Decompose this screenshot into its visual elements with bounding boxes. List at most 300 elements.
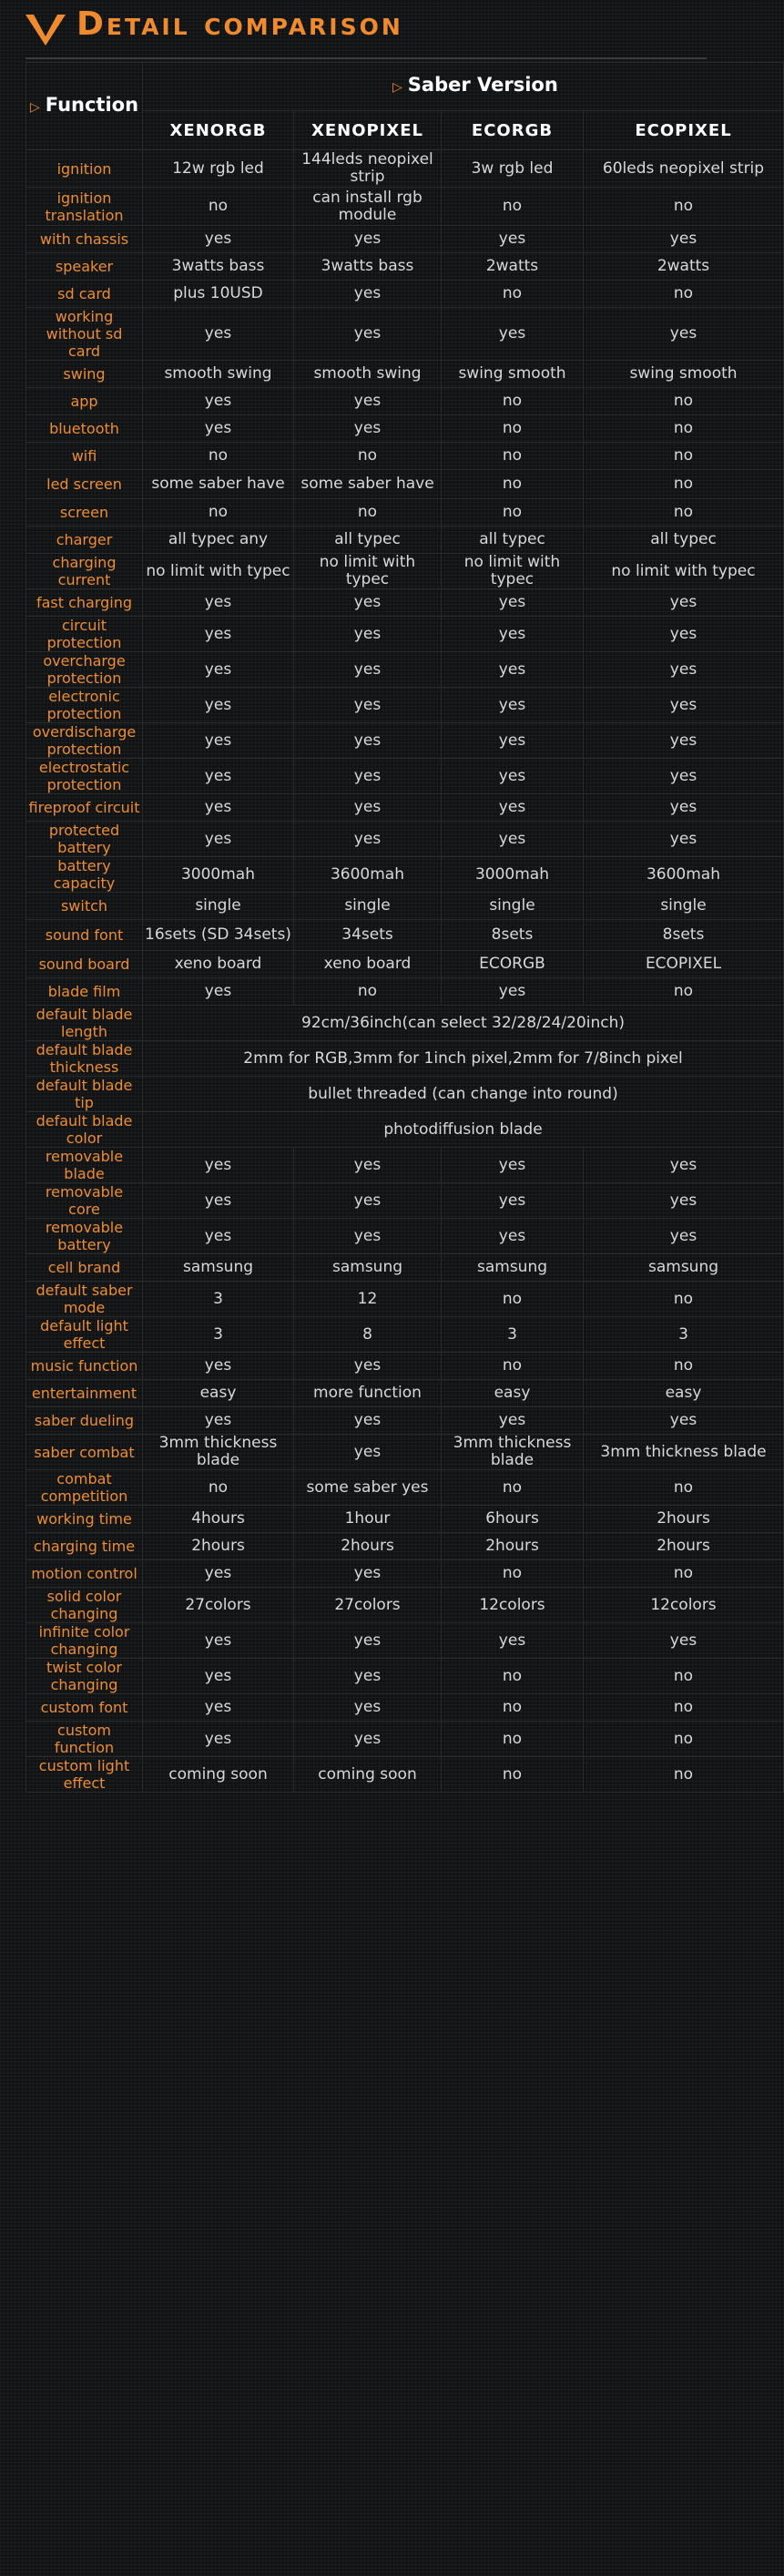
value-cell: yes: [294, 226, 442, 253]
value-cell: yes: [143, 1694, 294, 1722]
table-row: [26, 1470, 784, 1506]
table-row: [26, 1148, 784, 1183]
value-cell: yes: [584, 1219, 784, 1254]
column-header: XENOPIXEL: [294, 111, 442, 150]
value-cell: no: [442, 1694, 584, 1722]
value-cell: yes: [143, 388, 294, 415]
value-cell: yes: [143, 794, 294, 822]
table-row: [26, 1317, 784, 1353]
feature-label: default saber mode: [26, 1282, 143, 1317]
merged-value-cell: bullet threaded (can change into round): [143, 1077, 784, 1112]
value-cell: samsung: [294, 1254, 442, 1282]
value-cell: no: [442, 1757, 584, 1793]
table-row: [26, 388, 784, 415]
value-cell: no: [143, 443, 294, 470]
value-cell: yes: [442, 794, 584, 822]
feature-label: default blade color: [26, 1112, 143, 1148]
value-cell: 2hours: [584, 1533, 784, 1560]
value-cell: yes: [294, 1659, 442, 1694]
value-cell: yes: [294, 308, 442, 361]
value-cell: 2hours: [294, 1533, 442, 1560]
feature-label: battery capacity: [26, 857, 143, 893]
table-row: [26, 1757, 784, 1793]
function-header: [26, 63, 143, 150]
feature-label: motion control: [26, 1560, 143, 1588]
value-cell: 3600mah: [584, 857, 784, 893]
value-cell: yes: [584, 1623, 784, 1659]
value-cell: 3mm thickness blade: [442, 1435, 584, 1470]
value-cell: samsung: [143, 1254, 294, 1282]
value-cell: yes: [294, 281, 442, 308]
value-cell: yes: [294, 1219, 442, 1254]
feature-label: sound font: [26, 920, 143, 951]
feature-label: twist color changing: [26, 1659, 143, 1694]
value-cell: yes: [442, 1623, 584, 1659]
value-cell: yes: [143, 1407, 294, 1435]
value-cell: 2hours: [143, 1533, 294, 1560]
table-row: [26, 554, 784, 589]
value-cell: smooth swing: [143, 361, 294, 388]
value-cell: yes: [584, 652, 784, 688]
feature-label: removable battery: [26, 1219, 143, 1254]
value-cell: yes: [294, 1560, 442, 1588]
value-cell: yes: [584, 1148, 784, 1183]
value-cell: no: [584, 1757, 784, 1793]
feature-label: bluetooth: [26, 415, 143, 443]
value-cell: 144leds neopixel strip: [294, 150, 442, 188]
value-cell: can install rgb module: [294, 188, 442, 226]
value-cell: yes: [143, 1219, 294, 1254]
value-cell: yes: [442, 308, 584, 361]
table-row: [26, 822, 784, 857]
value-cell: yes: [294, 388, 442, 415]
value-cell: swing smooth: [584, 361, 784, 388]
value-cell: no: [584, 388, 784, 415]
value-cell: yes: [143, 978, 294, 1006]
value-cell: yes: [294, 589, 442, 617]
value-cell: yes: [584, 617, 784, 652]
value-cell: yes: [294, 1435, 442, 1470]
value-cell: no: [584, 281, 784, 308]
value-cell: 2hours: [584, 1506, 784, 1533]
value-cell: yes: [442, 589, 584, 617]
table-row: [26, 1041, 784, 1077]
value-cell: 12w rgb led: [143, 150, 294, 188]
comparison-table-body: [26, 150, 784, 1793]
feature-label: wifi: [26, 443, 143, 470]
value-cell: no: [294, 499, 442, 526]
value-cell: yes: [584, 1407, 784, 1435]
value-cell: no: [584, 499, 784, 526]
table-row: [26, 652, 784, 688]
feature-label: sound board: [26, 951, 143, 978]
feature-label: ignition: [26, 150, 143, 188]
value-cell: no: [442, 1560, 584, 1588]
feature-label: entertainment: [26, 1380, 143, 1407]
feature-label: charging current: [26, 554, 143, 589]
feature-label: default blade length: [26, 1006, 143, 1041]
value-cell: no limit with typec: [442, 554, 584, 589]
table-row: [26, 1694, 784, 1722]
value-cell: yes: [442, 688, 584, 723]
value-cell: no: [584, 1353, 784, 1380]
feature-label: circuit protection: [26, 617, 143, 652]
feature-label: fast charging: [26, 589, 143, 617]
feature-label: electronic protection: [26, 688, 143, 723]
feature-label: blade film: [26, 978, 143, 1006]
value-cell: 2watts: [442, 253, 584, 281]
table-row: [26, 857, 784, 893]
table-row: [26, 1282, 784, 1317]
value-cell: yes: [294, 1722, 442, 1757]
table-row: [26, 470, 784, 499]
value-cell: yes: [584, 723, 784, 759]
value-cell: yes: [584, 226, 784, 253]
value-cell: yes: [294, 723, 442, 759]
value-cell: yes: [584, 822, 784, 857]
value-cell: no: [442, 281, 584, 308]
table-row: [26, 253, 784, 281]
feature-label: custom font: [26, 1694, 143, 1722]
table-row: [26, 1533, 784, 1560]
value-cell: no: [143, 499, 294, 526]
value-cell: 34sets: [294, 920, 442, 951]
value-cell: 3: [442, 1317, 584, 1353]
value-cell: 8sets: [584, 920, 784, 951]
feature-label: custom light effect: [26, 1757, 143, 1793]
value-cell: yes: [584, 308, 784, 361]
table-row: [26, 499, 784, 526]
value-cell: yes: [294, 415, 442, 443]
table-row: [26, 920, 784, 951]
value-cell: no: [442, 499, 584, 526]
value-cell: 3000mah: [143, 857, 294, 893]
value-cell: no: [442, 415, 584, 443]
feature-label: default blade tip: [26, 1077, 143, 1112]
feature-label: default blade thickness: [26, 1041, 143, 1077]
value-cell: yes: [143, 617, 294, 652]
value-cell: single: [442, 893, 584, 920]
value-cell: 3600mah: [294, 857, 442, 893]
value-cell: yes: [584, 759, 784, 794]
table-row: [26, 1183, 784, 1219]
value-cell: all typec: [584, 526, 784, 554]
value-cell: 6hours: [442, 1506, 584, 1533]
value-cell: no: [442, 443, 584, 470]
header-row-top: [26, 63, 784, 111]
table-row: [26, 617, 784, 652]
feature-label: led screen: [26, 470, 143, 499]
feature-label: fireproof circuit: [26, 794, 143, 822]
value-cell: yes: [294, 1353, 442, 1380]
value-cell: easy: [584, 1380, 784, 1407]
value-cell: 16sets (SD 34sets): [143, 920, 294, 951]
function-header-label: Function: [45, 93, 139, 116]
triangle-icon: ▷: [392, 80, 402, 95]
value-cell: no: [584, 1282, 784, 1317]
value-cell: yes: [143, 723, 294, 759]
value-cell: yes: [442, 1148, 584, 1183]
value-cell: 3: [584, 1317, 784, 1353]
feature-label: working time: [26, 1506, 143, 1533]
value-cell: yes: [294, 794, 442, 822]
value-cell: 3mm thickness blade: [143, 1435, 294, 1470]
value-cell: 3watts bass: [294, 253, 442, 281]
value-cell: coming soon: [294, 1757, 442, 1793]
value-cell: yes: [143, 759, 294, 794]
value-cell: 12colors: [442, 1588, 584, 1623]
value-cell: single: [584, 893, 784, 920]
table-row: [26, 1623, 784, 1659]
value-cell: no: [584, 978, 784, 1006]
table-row: [26, 1407, 784, 1435]
table-row: [26, 893, 784, 920]
column-header: ECOPIXEL: [584, 111, 784, 150]
value-cell: yes: [143, 688, 294, 723]
value-cell: yes: [294, 1183, 442, 1219]
feature-label: music function: [26, 1353, 143, 1380]
feature-label: screen: [26, 499, 143, 526]
triangle-icon: ▷: [30, 99, 40, 115]
value-cell: no: [442, 1282, 584, 1317]
column-header: ECORGB: [442, 111, 584, 150]
feature-label: speaker: [26, 253, 143, 281]
value-cell: 2hours: [442, 1533, 584, 1560]
table-row: [26, 1353, 784, 1380]
value-cell: xeno board: [294, 951, 442, 978]
value-cell: no: [584, 1694, 784, 1722]
value-cell: no: [584, 1722, 784, 1757]
value-cell: smooth swing: [294, 361, 442, 388]
value-cell: yes: [442, 617, 584, 652]
value-cell: 8: [294, 1317, 442, 1353]
value-cell: no limit with typec: [294, 554, 442, 589]
table-row: [26, 526, 784, 554]
feature-label: overcharge protection: [26, 652, 143, 688]
value-cell: easy: [442, 1380, 584, 1407]
value-cell: yes: [584, 688, 784, 723]
value-cell: yes: [143, 1623, 294, 1659]
value-cell: 3mm thickness blade: [584, 1435, 784, 1470]
value-cell: 8sets: [442, 920, 584, 951]
saber-version-header: [143, 63, 784, 111]
value-cell: ECORGB: [442, 951, 584, 978]
feature-label: sd card: [26, 281, 143, 308]
value-cell: no: [442, 388, 584, 415]
table-row: [26, 1506, 784, 1533]
value-cell: 27colors: [294, 1588, 442, 1623]
feature-label: solid color changing: [26, 1588, 143, 1623]
value-cell: yes: [143, 1560, 294, 1588]
value-cell: 3watts bass: [143, 253, 294, 281]
table-row: [26, 1077, 784, 1112]
feature-label: overdischarge protection: [26, 723, 143, 759]
merged-value-cell: photodiffusion blade: [143, 1112, 784, 1148]
chevron-logo-icon: [25, 13, 66, 46]
feature-label: protected battery: [26, 822, 143, 857]
value-cell: no: [442, 1659, 584, 1694]
table-row: [26, 1006, 784, 1041]
feature-label: ignition translation: [26, 188, 143, 226]
value-cell: no: [294, 443, 442, 470]
value-cell: yes: [294, 1623, 442, 1659]
table-row: [26, 1588, 784, 1623]
value-cell: 12: [294, 1282, 442, 1317]
value-cell: yes: [143, 1722, 294, 1757]
feature-label: custom function: [26, 1722, 143, 1757]
value-cell: yes: [143, 308, 294, 361]
value-cell: no: [584, 188, 784, 226]
feature-label: combat competition: [26, 1470, 143, 1506]
value-cell: yes: [294, 822, 442, 857]
value-cell: samsung: [584, 1254, 784, 1282]
value-cell: yes: [584, 794, 784, 822]
table-row: [26, 150, 784, 188]
value-cell: no: [143, 1470, 294, 1506]
value-cell: yes: [442, 822, 584, 857]
value-cell: single: [143, 893, 294, 920]
table-row: [26, 794, 784, 822]
value-cell: all typec any: [143, 526, 294, 554]
value-cell: 2watts: [584, 253, 784, 281]
value-cell: 1hour: [294, 1506, 442, 1533]
table-row: [26, 1219, 784, 1254]
value-cell: plus 10USD: [143, 281, 294, 308]
table-row: [26, 688, 784, 723]
value-cell: single: [294, 893, 442, 920]
value-cell: no: [584, 415, 784, 443]
value-cell: all typec: [294, 526, 442, 554]
value-cell: no: [143, 188, 294, 226]
value-cell: yes: [584, 589, 784, 617]
value-cell: yes: [294, 1148, 442, 1183]
value-cell: yes: [143, 652, 294, 688]
value-cell: no: [442, 1470, 584, 1506]
value-cell: yes: [294, 652, 442, 688]
value-cell: yes: [442, 1183, 584, 1219]
feature-label: saber combat: [26, 1435, 143, 1470]
feature-label: app: [26, 388, 143, 415]
value-cell: no: [584, 443, 784, 470]
feature-label: charger: [26, 526, 143, 554]
table-row: [26, 443, 784, 470]
feature-label: infinite color changing: [26, 1623, 143, 1659]
feature-label: removable core: [26, 1183, 143, 1219]
value-cell: swing smooth: [442, 361, 584, 388]
banner: [0, 0, 707, 53]
banner-divider: [25, 57, 707, 59]
table-row: [26, 1722, 784, 1757]
value-cell: yes: [442, 1219, 584, 1254]
value-cell: some saber have: [143, 470, 294, 499]
table-row: [26, 589, 784, 617]
saber-version-label: Saber Version: [407, 74, 558, 96]
value-cell: no: [442, 188, 584, 226]
value-cell: yes: [143, 1659, 294, 1694]
value-cell: xeno board: [143, 951, 294, 978]
table-row: [26, 361, 784, 388]
feature-label: cell brand: [26, 1254, 143, 1282]
value-cell: samsung: [442, 1254, 584, 1282]
value-cell: 3000mah: [442, 857, 584, 893]
table-row: [26, 308, 784, 361]
value-cell: no: [584, 1470, 784, 1506]
value-cell: some saber yes: [294, 1470, 442, 1506]
value-cell: some saber have: [294, 470, 442, 499]
value-cell: yes: [584, 1183, 784, 1219]
value-cell: yes: [294, 688, 442, 723]
value-cell: no: [294, 978, 442, 1006]
value-cell: yes: [143, 589, 294, 617]
value-cell: yes: [442, 723, 584, 759]
value-cell: yes: [442, 1407, 584, 1435]
comparison-table: [25, 62, 784, 1793]
table-row: [26, 281, 784, 308]
value-cell: 12colors: [584, 1588, 784, 1623]
value-cell: yes: [143, 415, 294, 443]
feature-label: charging time: [26, 1533, 143, 1560]
feature-label: removable blade: [26, 1148, 143, 1183]
table-row: [26, 1380, 784, 1407]
value-cell: yes: [143, 1183, 294, 1219]
feature-label: swing: [26, 361, 143, 388]
table-row: [26, 1560, 784, 1588]
page-title: Detail comparison: [76, 5, 403, 43]
feature-label: saber dueling: [26, 1407, 143, 1435]
value-cell: no: [442, 1353, 584, 1380]
column-header: XENORGB: [143, 111, 294, 150]
merged-value-cell: 2mm for RGB,3mm for 1inch pixel,2mm for 7/8inch pixel: [143, 1041, 784, 1077]
value-cell: no: [584, 470, 784, 499]
value-cell: yes: [294, 617, 442, 652]
value-cell: no: [584, 1560, 784, 1588]
table-row: [26, 1254, 784, 1282]
feature-label: default light effect: [26, 1317, 143, 1353]
value-cell: no: [442, 470, 584, 499]
value-cell: no limit with typec: [584, 554, 784, 589]
value-cell: 27colors: [143, 1588, 294, 1623]
table-row: [26, 226, 784, 253]
feature-label: with chassis: [26, 226, 143, 253]
table-row: [26, 978, 784, 1006]
table-row: [26, 415, 784, 443]
table-row: [26, 1659, 784, 1694]
table-row: [26, 188, 784, 226]
table-row: [26, 1112, 784, 1148]
value-cell: yes: [143, 226, 294, 253]
table-row: [26, 723, 784, 759]
value-cell: more function: [294, 1380, 442, 1407]
value-cell: 3: [143, 1317, 294, 1353]
value-cell: 3: [143, 1282, 294, 1317]
value-cell: yes: [294, 1407, 442, 1435]
value-cell: no limit with typec: [143, 554, 294, 589]
value-cell: yes: [442, 652, 584, 688]
value-cell: yes: [294, 759, 442, 794]
value-cell: yes: [294, 1694, 442, 1722]
value-cell: yes: [143, 1148, 294, 1183]
value-cell: yes: [442, 978, 584, 1006]
value-cell: ECOPIXEL: [584, 951, 784, 978]
value-cell: all typec: [442, 526, 584, 554]
value-cell: yes: [143, 822, 294, 857]
value-cell: 60leds neopixel strip: [584, 150, 784, 188]
value-cell: 3w rgb led: [442, 150, 584, 188]
value-cell: yes: [442, 759, 584, 794]
value-cell: coming soon: [143, 1757, 294, 1793]
feature-label: electrostatic protection: [26, 759, 143, 794]
value-cell: 4hours: [143, 1506, 294, 1533]
